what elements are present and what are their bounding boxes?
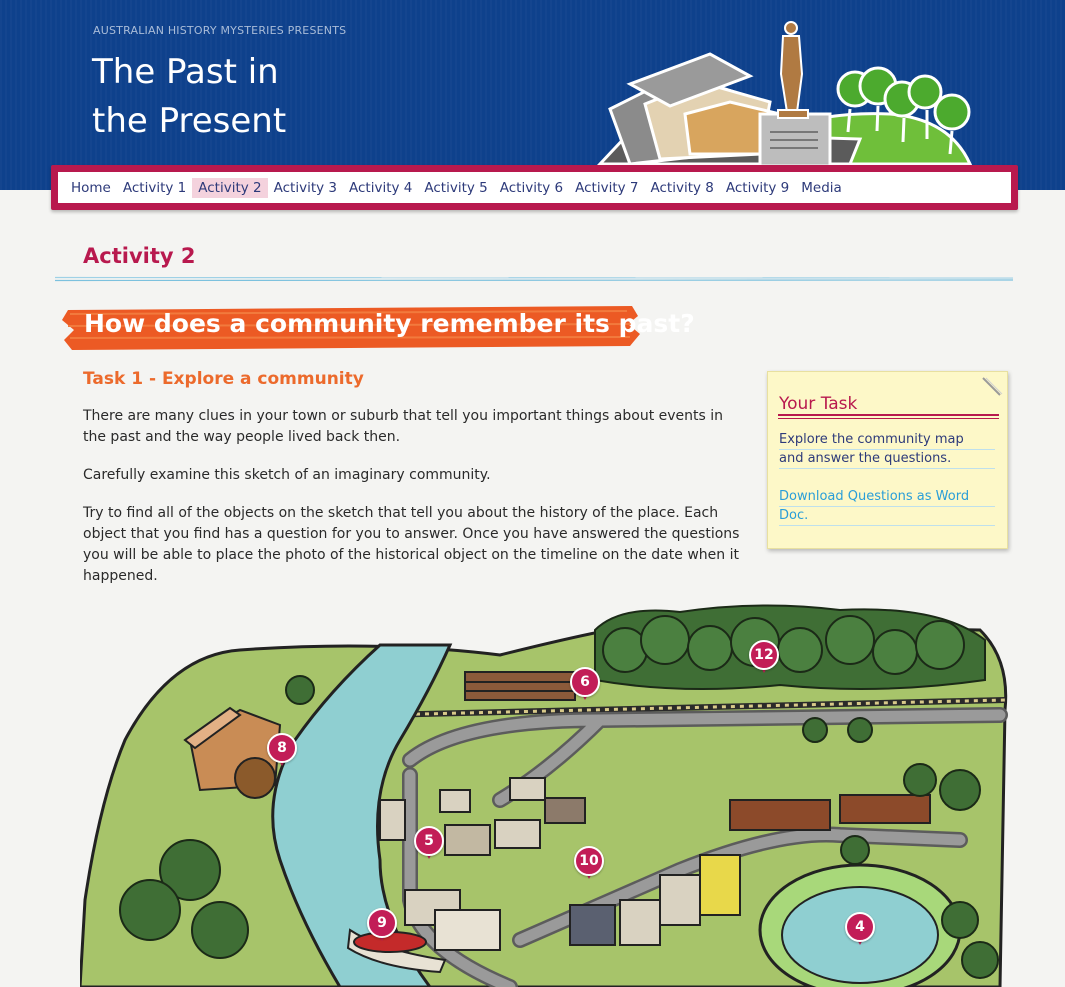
nav-item-activity-3[interactable]: Activity 3 [273, 179, 337, 196]
presents-tagline: AUSTRALIAN HISTORY MYSTERIES PRESENTS [93, 24, 347, 37]
map-marker-6[interactable] [570, 667, 600, 705]
marker-number: 8 [277, 740, 287, 756]
site-title-line2: the Present [92, 101, 287, 141]
marker-number: 12 [754, 647, 774, 663]
download-questions-link-cont[interactable]: Doc. [779, 506, 995, 526]
header-illustration [590, 14, 980, 174]
instructions-paragraph: Try to find all of the objects on the sketch that tell you about the history of the place. Each object that you find has a question for you to answer. Once you have answered the questions you will be able to place the photo of the historical object on the timeline on the date when it happened. [83, 505, 740, 584]
site-title-line1: The Past in [92, 52, 279, 92]
marker-number: 10 [579, 853, 599, 869]
map-marker-5[interactable] [414, 826, 444, 864]
nav-item-activity-7[interactable]: Activity 7 [575, 179, 639, 196]
map-marker-4[interactable] [845, 912, 875, 950]
map-marker-8[interactable] [267, 733, 297, 771]
note-divider [778, 414, 999, 416]
nav-item-activity-4[interactable]: Activity 4 [349, 179, 413, 196]
marker-number: 4 [855, 919, 865, 935]
nav-item-home[interactable]: Home [71, 179, 111, 196]
examine-paragraph: Carefully examine this sketch of an imaginary community. [83, 467, 491, 483]
note-title: Your Task [779, 394, 858, 414]
nav-item-activity-2[interactable]: Activity 2 [192, 178, 267, 198]
marker-number: 5 [424, 833, 434, 849]
map-marker-10[interactable] [574, 846, 604, 884]
note-task-line-2: and answer the questions. [779, 449, 995, 469]
nav-item-activity-5[interactable]: Activity 5 [424, 179, 488, 196]
nav-item-activity-6[interactable]: Activity 6 [499, 179, 564, 196]
nav-bar [58, 172, 1011, 203]
heading-divider [55, 276, 1013, 282]
note-task-line-1: Explore the community map [779, 430, 995, 450]
site-title[interactable] [92, 48, 352, 146]
nav-item-activity-1[interactable]: Activity 1 [122, 179, 187, 196]
main-navigation [51, 165, 1018, 210]
nav-item-activity-9[interactable]: Activity 9 [725, 179, 790, 196]
note-divider-thin [778, 418, 999, 419]
site-header [0, 0, 1065, 190]
task-title: Task 1 - Explore a community [83, 369, 364, 389]
marker-number: 9 [377, 915, 387, 931]
community-map [80, 600, 1065, 987]
marker-number: 6 [580, 674, 590, 690]
map-marker-12[interactable] [749, 640, 779, 678]
map-marker-9[interactable] [367, 908, 397, 946]
intro-paragraph: There are many clues in your town or suburb that tell you important things about events in the past and the way people lived back then. [83, 408, 724, 445]
your-task-note [767, 371, 1008, 549]
download-questions-link[interactable]: Download Questions as Word [779, 487, 995, 507]
nav-item-activity-8[interactable]: Activity 8 [650, 179, 714, 196]
question-banner: How does a community remember its past? [84, 309, 695, 338]
nav-item-media[interactable]: Media [801, 179, 842, 196]
page-title: Activity 2 [83, 244, 196, 268]
paperclip-icon [981, 376, 1003, 398]
